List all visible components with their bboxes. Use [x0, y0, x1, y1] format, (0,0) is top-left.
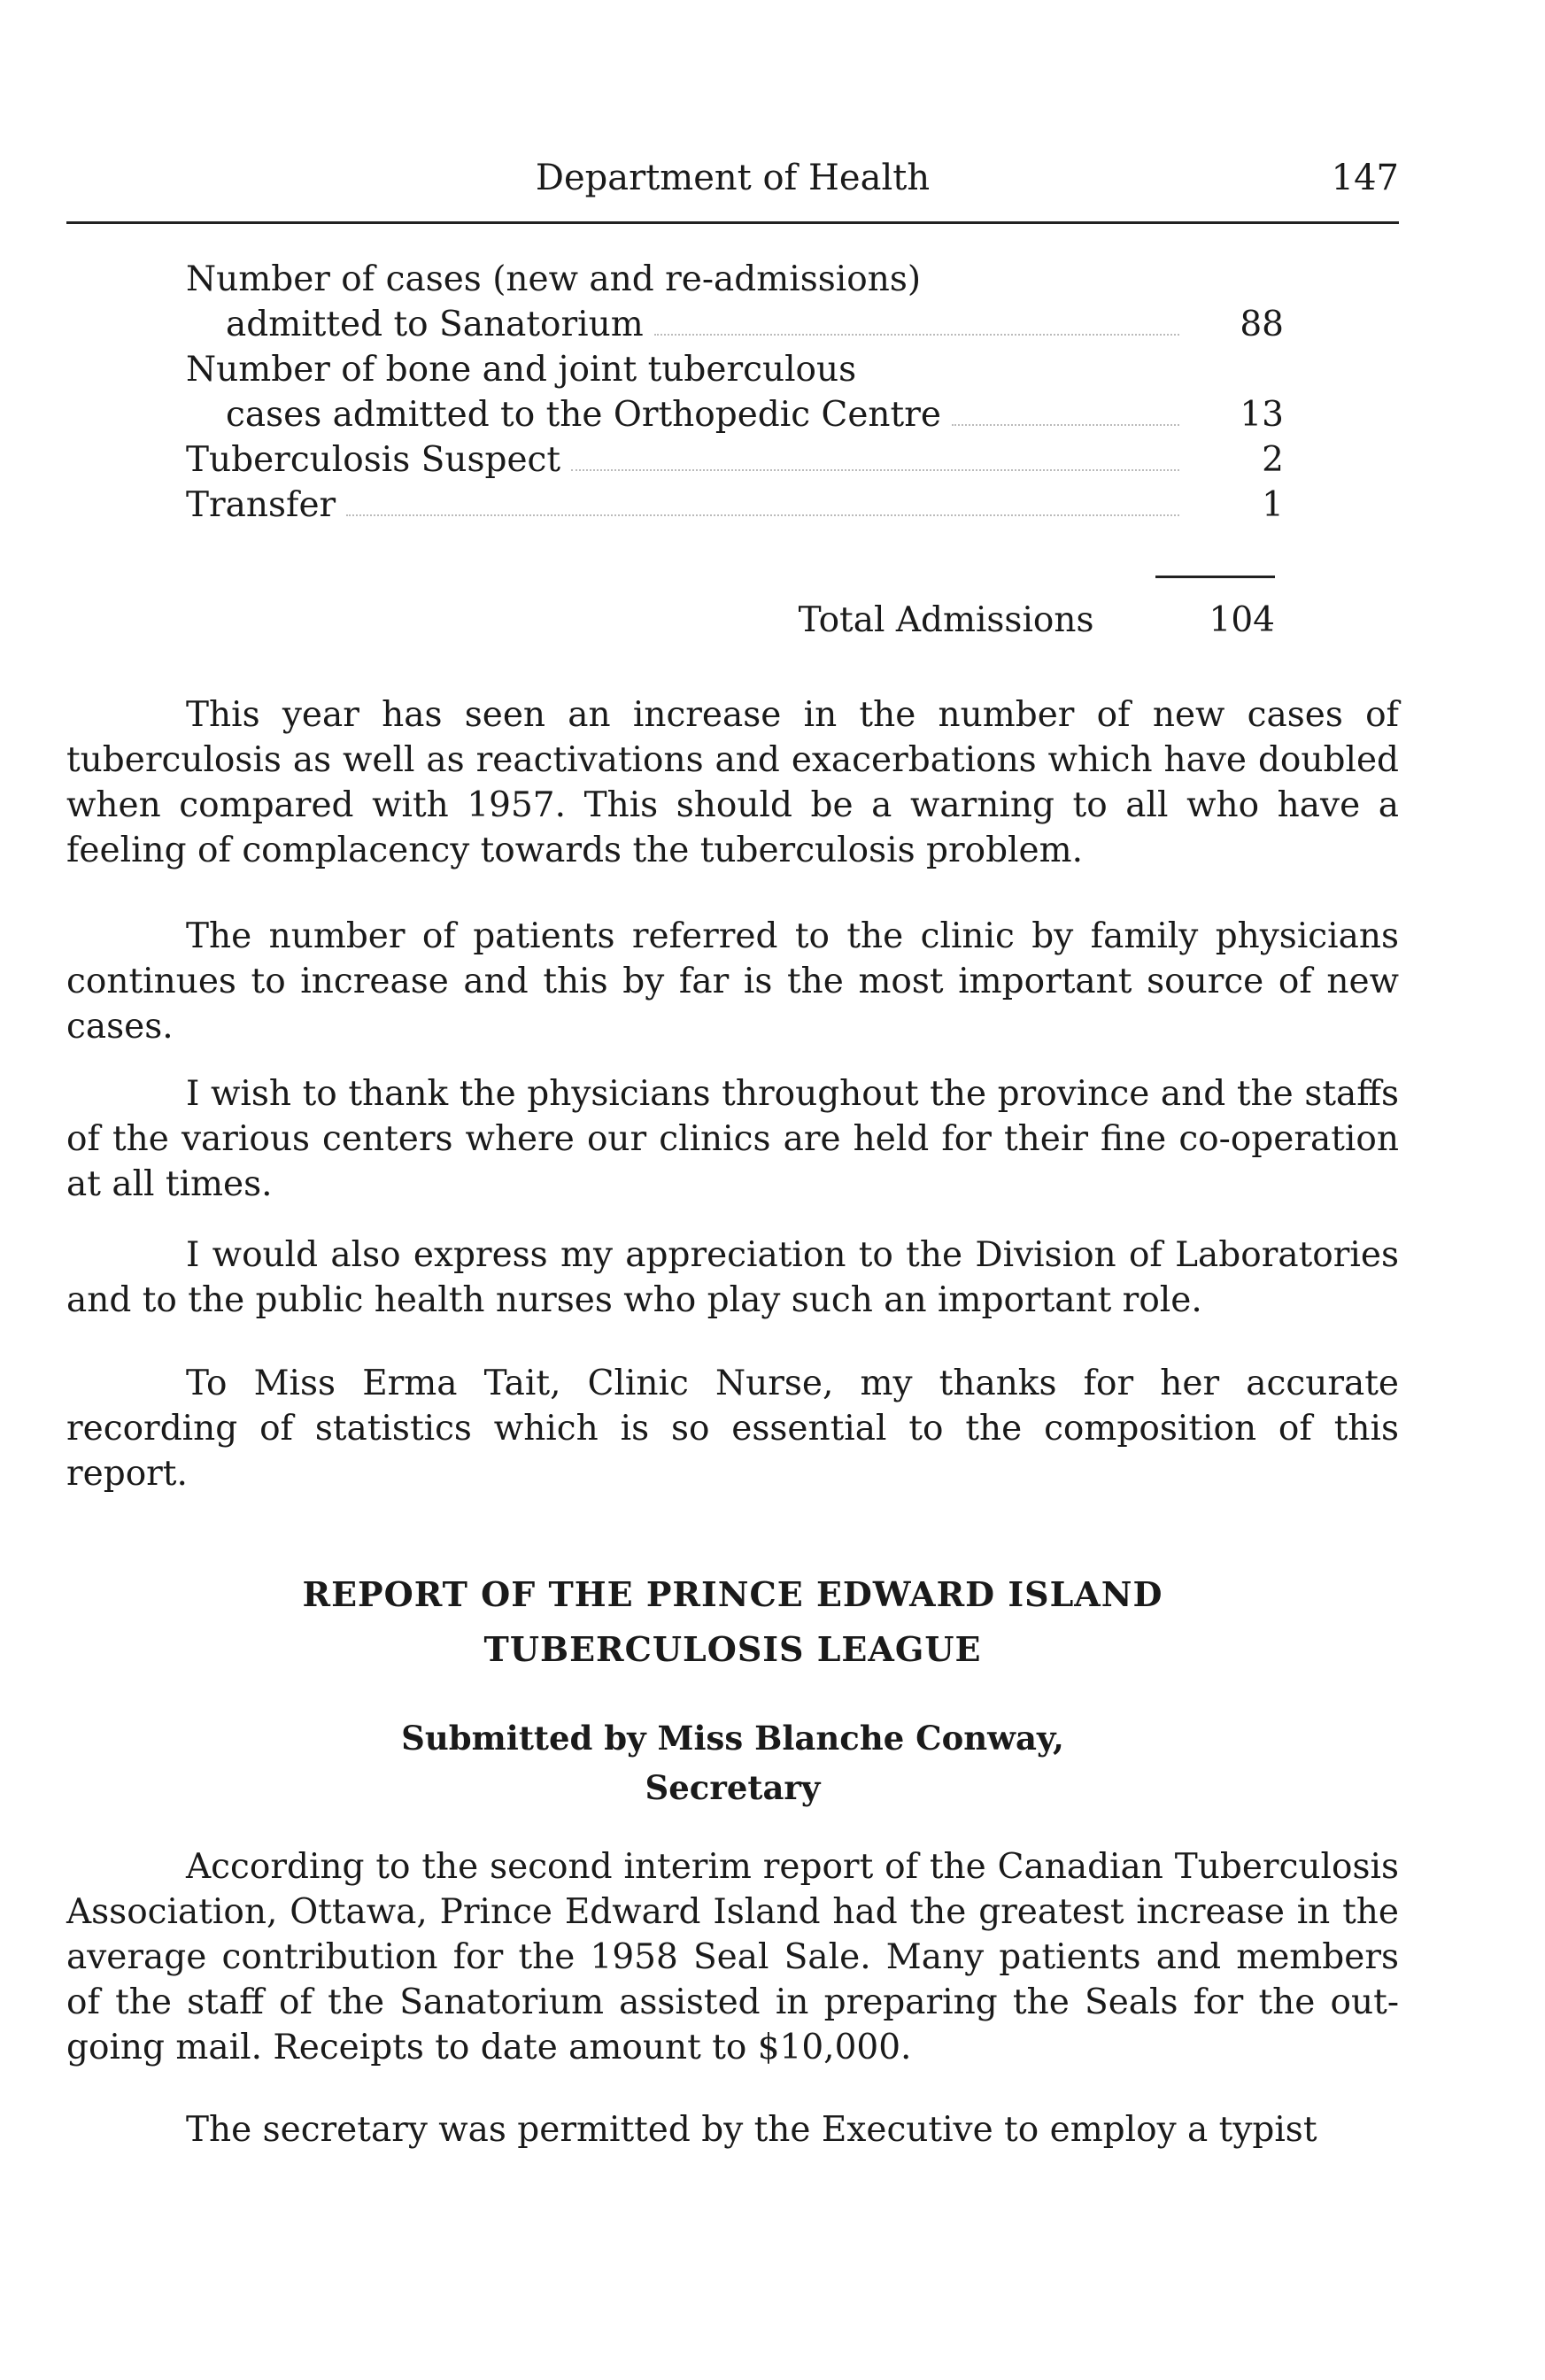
row-label-line1: Number of bone and joint tuberculous: [186, 350, 857, 390]
total-rule: [1155, 576, 1275, 578]
leader-dots: [346, 514, 1179, 516]
leader-dots: [654, 333, 1179, 336]
leader-dots: [571, 468, 1179, 471]
row-label: Tuberculosis Suspect: [186, 440, 561, 480]
running-header: [66, 158, 1399, 202]
row-value: 13: [1240, 395, 1284, 435]
table-row: [186, 483, 1284, 528]
paragraph: According to the second interim report of the Canadian Tuberculosis Association, Ottawa, Prince Edward Island had the greatest increase in the average contribution for the 1958 Seal Sale. Many patients and members of the staff of the Sanatorium assisted in preparing the Seals for the out-going mail. Receipts to date amount to $10,000.: [66, 1847, 1399, 2067]
paragraph: I would also express my appreciation to the Division of Laboratories and to the public health nurses who play such an important role.: [66, 1235, 1399, 1320]
row-value: 2: [1262, 440, 1284, 480]
table-row: [186, 437, 1284, 483]
submitted-by: Submitted by Miss Blanche Conway,: [401, 1719, 1064, 1758]
row-label-line2: cases admitted to the Orthopedic Centre: [226, 395, 941, 435]
row-label: Transfer: [186, 485, 336, 525]
row-label-line2: admitted to Sanatorium: [226, 305, 644, 344]
row-value: 1: [1262, 485, 1284, 525]
total-label: Total Admissions: [798, 600, 1094, 640]
report-heading-line2: TUBERCULOSIS LEAGUE: [483, 1629, 982, 1669]
page-number: 147: [1331, 158, 1399, 198]
header-rule: [66, 221, 1399, 224]
paragraph: I wish to thank the physicians throughout the province and the staffs of the various centers where our clinics are held for their fine co-operation at all times.: [66, 1074, 1399, 1204]
leader-dots: [952, 423, 1179, 426]
header-title: Department of Health: [535, 158, 931, 198]
paragraph: To Miss Erma Tait, Clinic Nurse, my thanks for her accurate recording of statistics which is so essential to the composition of this report.: [66, 1364, 1399, 1494]
total-row: [186, 600, 1275, 640]
table-row: [186, 347, 1284, 437]
submitter-role: Secretary: [645, 1768, 821, 1807]
table-row: [186, 257, 1284, 347]
total-value: 104: [1209, 600, 1275, 640]
report-heading-line1: REPORT OF THE PRINCE EDWARD ISLAND: [302, 1574, 1163, 1614]
row-value: 88: [1240, 305, 1284, 344]
row-label-line1: Number of cases (new and re-admissions): [186, 259, 922, 299]
paragraph: The number of patients referred to the clinic by family physicians continues to increase and this by far is the most important source of new cases.: [66, 916, 1399, 1047]
admissions-table: [186, 257, 1284, 528]
paragraph: The secretary was permitted by the Executive to employ a typist: [186, 2110, 1317, 2150]
paragraph: This year has seen an increase in the number of new cases of tuberculosis as well as reactivations and exacerbations which have doubled when compared with 1957. This should be a warning to all who have a feeling of complacency towards the tuberculosis problem.: [66, 695, 1399, 870]
